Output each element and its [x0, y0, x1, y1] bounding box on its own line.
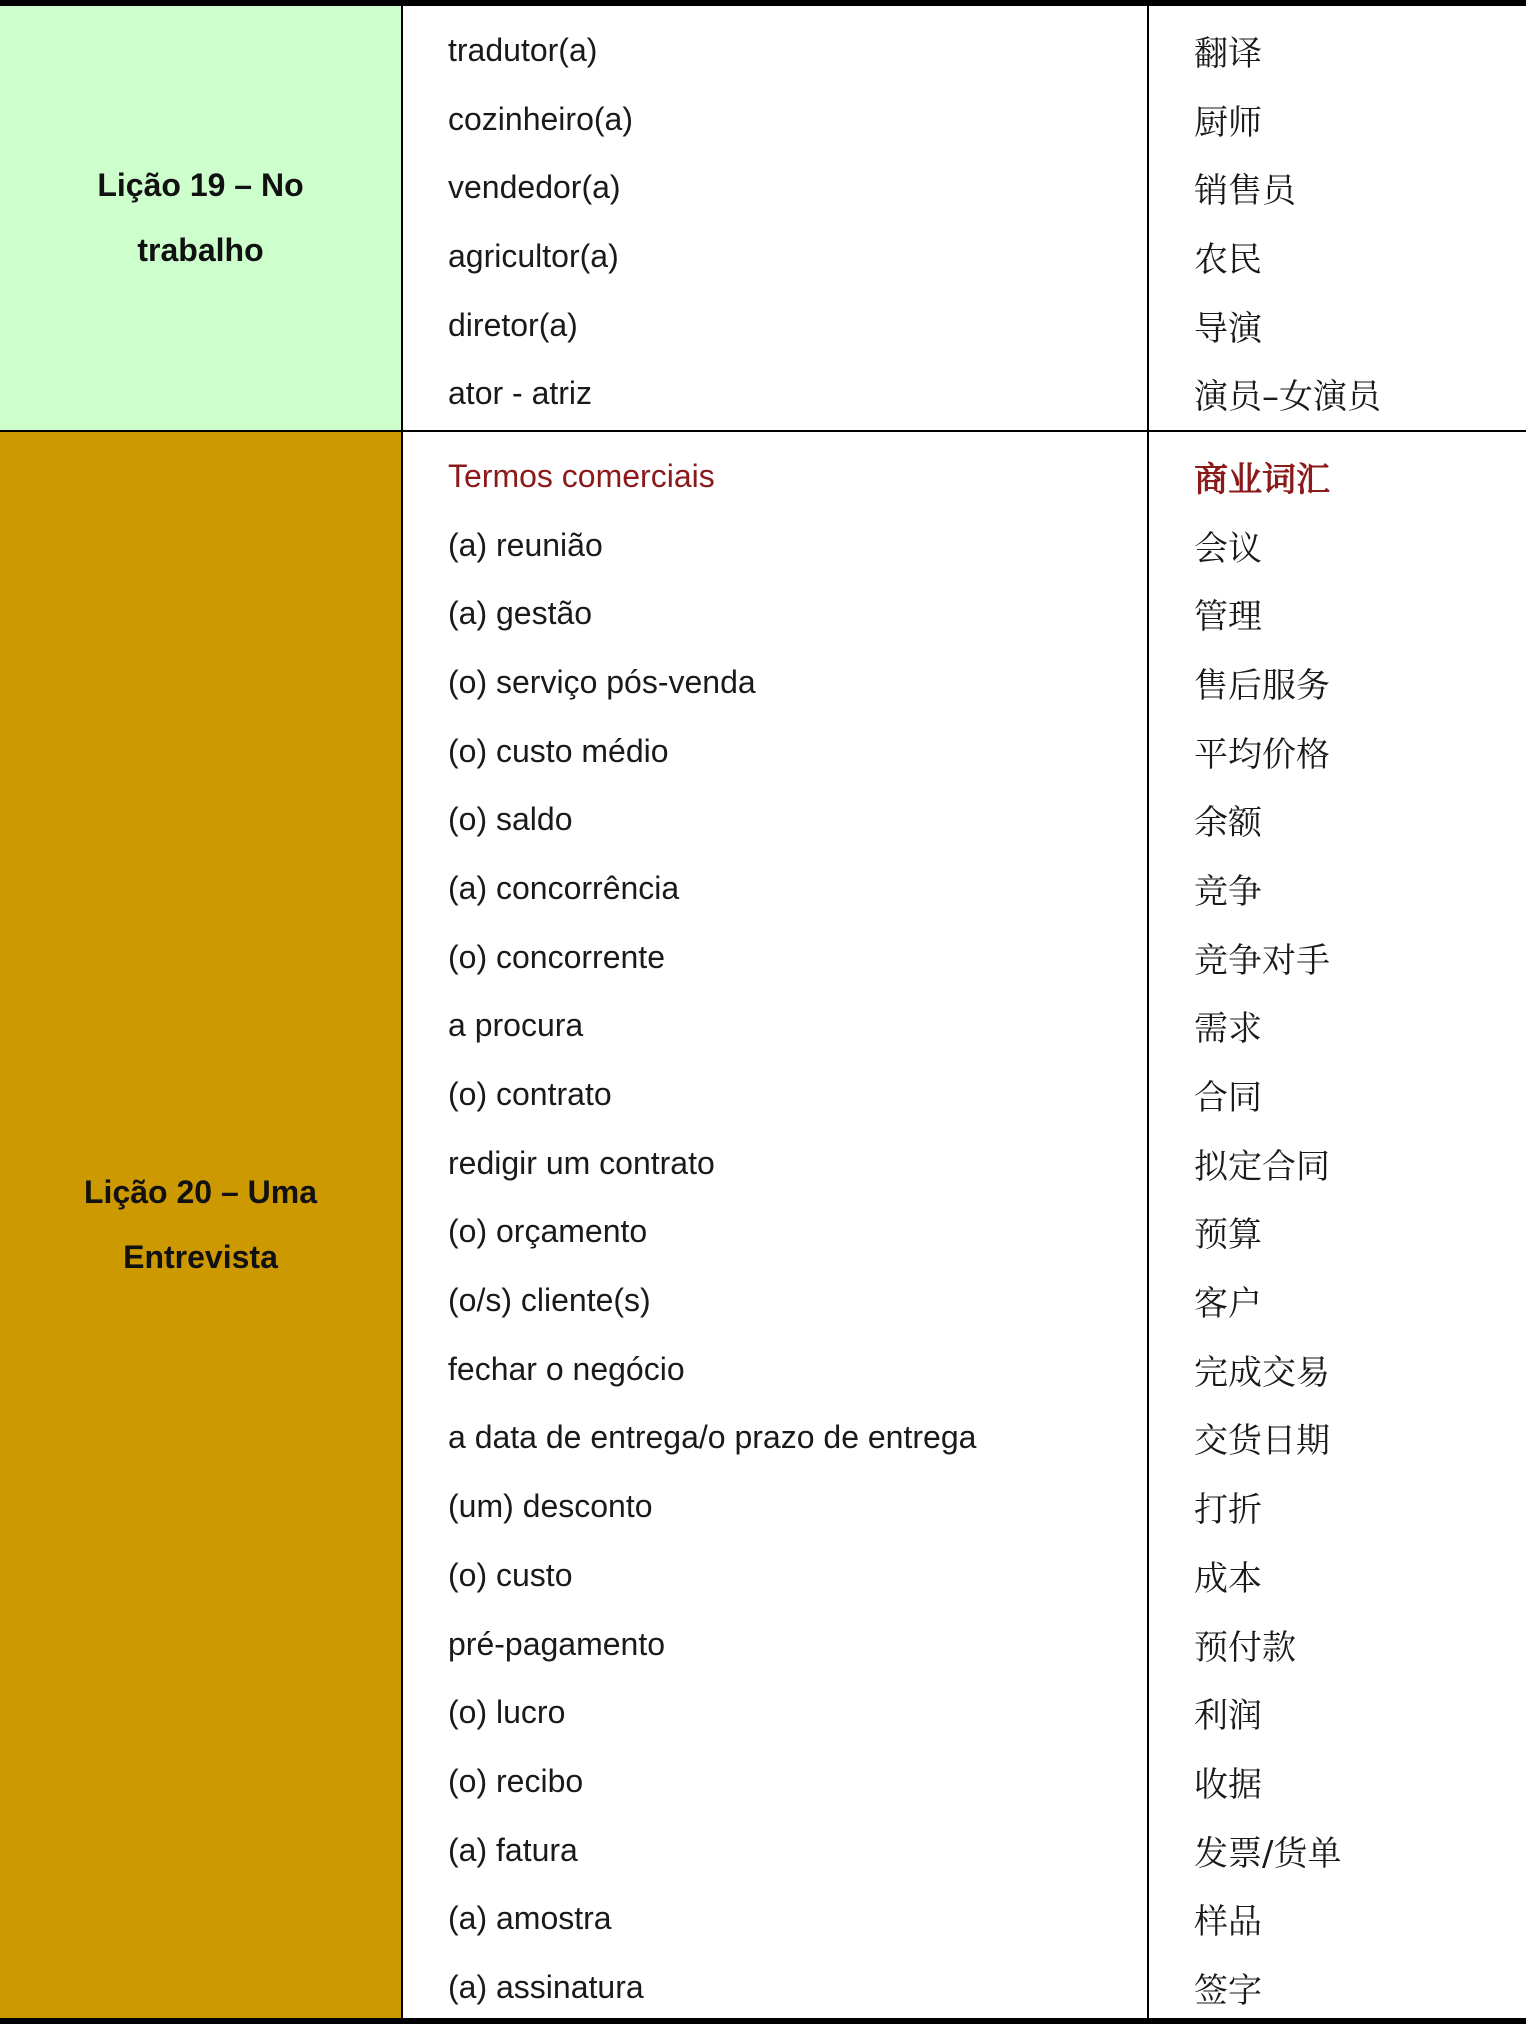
- column-divider-right: [1147, 6, 1149, 2018]
- chinese-term: 需求: [1194, 1009, 1262, 1050]
- chinese-term: 预算: [1194, 1215, 1262, 1256]
- chinese-term: 签字: [1194, 1970, 1262, 2011]
- table-row: [403, 1404, 1526, 1473]
- chinese-term: 平均价格: [1194, 734, 1330, 775]
- lesson-19-title-line2: trabalho: [137, 232, 264, 268]
- chinese-term: 管理: [1194, 597, 1262, 638]
- chinese-term: 利润: [1194, 1696, 1262, 1737]
- table-row: [403, 511, 1526, 580]
- portuguese-term: (a) assinatura: [448, 1968, 644, 2005]
- portuguese-term: a data de entrega/o prazo de entrega: [448, 1419, 977, 1456]
- lesson-20-title: [51, 1160, 351, 1290]
- table-row: [403, 85, 1526, 154]
- table-row: [403, 1541, 1526, 1610]
- portuguese-term: (um) desconto: [448, 1488, 653, 1525]
- table-row: [403, 16, 1526, 85]
- chinese-term: 成本: [1194, 1558, 1262, 1599]
- portuguese-term: (o) serviço pós-venda: [448, 663, 756, 700]
- chinese-term: 发票/货单: [1194, 1833, 1342, 1874]
- table-row: [403, 359, 1526, 428]
- table-row: [403, 1472, 1526, 1541]
- table-row: [403, 923, 1526, 992]
- table-row: [403, 992, 1526, 1061]
- portuguese-term: agricultor(a): [448, 237, 619, 274]
- chinese-term: 打折: [1194, 1490, 1262, 1531]
- table-row: [403, 1953, 1526, 2022]
- portuguese-term: (a) fatura: [448, 1831, 578, 1868]
- portuguese-term: (o) orçamento: [448, 1213, 648, 1250]
- chinese-term: 竞争对手: [1194, 940, 1330, 981]
- portuguese-term: a procura: [448, 1007, 584, 1044]
- lesson-20-title-line2: Entrevista: [123, 1239, 278, 1275]
- section-header-row: [403, 442, 1526, 511]
- table-row: [403, 1747, 1526, 1816]
- table-row: [403, 153, 1526, 222]
- portuguese-term: (a) amostra: [448, 1900, 612, 1937]
- section-header-portuguese: Termos comerciais: [448, 457, 715, 494]
- chinese-term: 演员–女演员: [1194, 377, 1381, 418]
- table-row: [403, 1129, 1526, 1198]
- table-row: [403, 222, 1526, 291]
- lesson-20-rows: [403, 432, 1526, 2018]
- chinese-term: 拟定合同: [1194, 1146, 1330, 1187]
- chinese-term: 会议: [1194, 528, 1262, 569]
- table-row: [403, 1816, 1526, 1885]
- table-row: [403, 291, 1526, 360]
- portuguese-term: (o) lucro: [448, 1694, 566, 1731]
- table-row: [403, 1335, 1526, 1404]
- table-row: [403, 648, 1526, 717]
- table-row: [403, 1198, 1526, 1267]
- chinese-term: 农民: [1194, 239, 1262, 280]
- portuguese-term: vendedor(a): [448, 169, 621, 206]
- chinese-term: 客户: [1194, 1284, 1262, 1325]
- portuguese-term: ator - atriz: [448, 375, 593, 412]
- portuguese-term: diretor(a): [448, 306, 578, 343]
- table-row: [403, 1266, 1526, 1335]
- table-row: [403, 1884, 1526, 1953]
- table-row: [403, 1060, 1526, 1129]
- chinese-term: 翻译: [1194, 33, 1262, 74]
- column-divider-left: [401, 6, 403, 2018]
- lesson-19-cell: [0, 6, 401, 430]
- chinese-term: 交货日期: [1194, 1421, 1330, 1462]
- table-row: [403, 785, 1526, 854]
- chinese-term: 预付款: [1194, 1627, 1296, 1668]
- table-row: [403, 1610, 1526, 1679]
- table-row: [403, 579, 1526, 648]
- portuguese-term: tradutor(a): [448, 31, 598, 68]
- portuguese-term: (a) concorrência: [448, 869, 680, 906]
- chinese-term: 厨师: [1194, 102, 1262, 143]
- lesson-19-title: [51, 153, 351, 283]
- chinese-term: 销售员: [1194, 171, 1296, 212]
- chinese-term: 样品: [1194, 1902, 1262, 1943]
- lesson-20-title-line1: Lição 20 – Uma: [84, 1174, 317, 1210]
- chinese-term: 完成交易: [1194, 1352, 1330, 1393]
- chinese-term: 余额: [1194, 803, 1262, 844]
- lesson-19-title-line1: Lição 19 – No: [97, 167, 304, 203]
- chinese-term: 竞争: [1194, 871, 1262, 912]
- table-row: [403, 717, 1526, 786]
- portuguese-term: redigir um contrato: [448, 1144, 715, 1181]
- portuguese-term: (o) custo médio: [448, 732, 669, 769]
- lesson-20-cell: [0, 432, 401, 2018]
- portuguese-term: pré-pagamento: [448, 1625, 666, 1662]
- portuguese-term: (o) custo: [448, 1556, 573, 1593]
- portuguese-term: (o) concorrente: [448, 938, 665, 975]
- portuguese-term: fechar o negócio: [448, 1350, 685, 1387]
- chinese-term: 收据: [1194, 1764, 1262, 1805]
- portuguese-term: (o) recibo: [448, 1762, 584, 1799]
- chinese-term: 合同: [1194, 1078, 1262, 1119]
- portuguese-term: cozinheiro(a): [448, 100, 633, 137]
- portuguese-term: (a) gestão: [448, 595, 593, 632]
- chinese-term: 售后服务: [1194, 665, 1330, 706]
- table-row: [403, 1678, 1526, 1747]
- portuguese-term: (a) reunião: [448, 526, 603, 563]
- portuguese-term: (o) saldo: [448, 801, 573, 838]
- section-header-chinese: 商业词汇: [1194, 459, 1330, 500]
- chinese-term: 导演: [1194, 308, 1262, 349]
- portuguese-term: (o) contrato: [448, 1076, 612, 1113]
- lesson-19-rows: [403, 6, 1526, 430]
- portuguese-term: (o/s) cliente(s): [448, 1282, 651, 1319]
- table-row: [403, 854, 1526, 923]
